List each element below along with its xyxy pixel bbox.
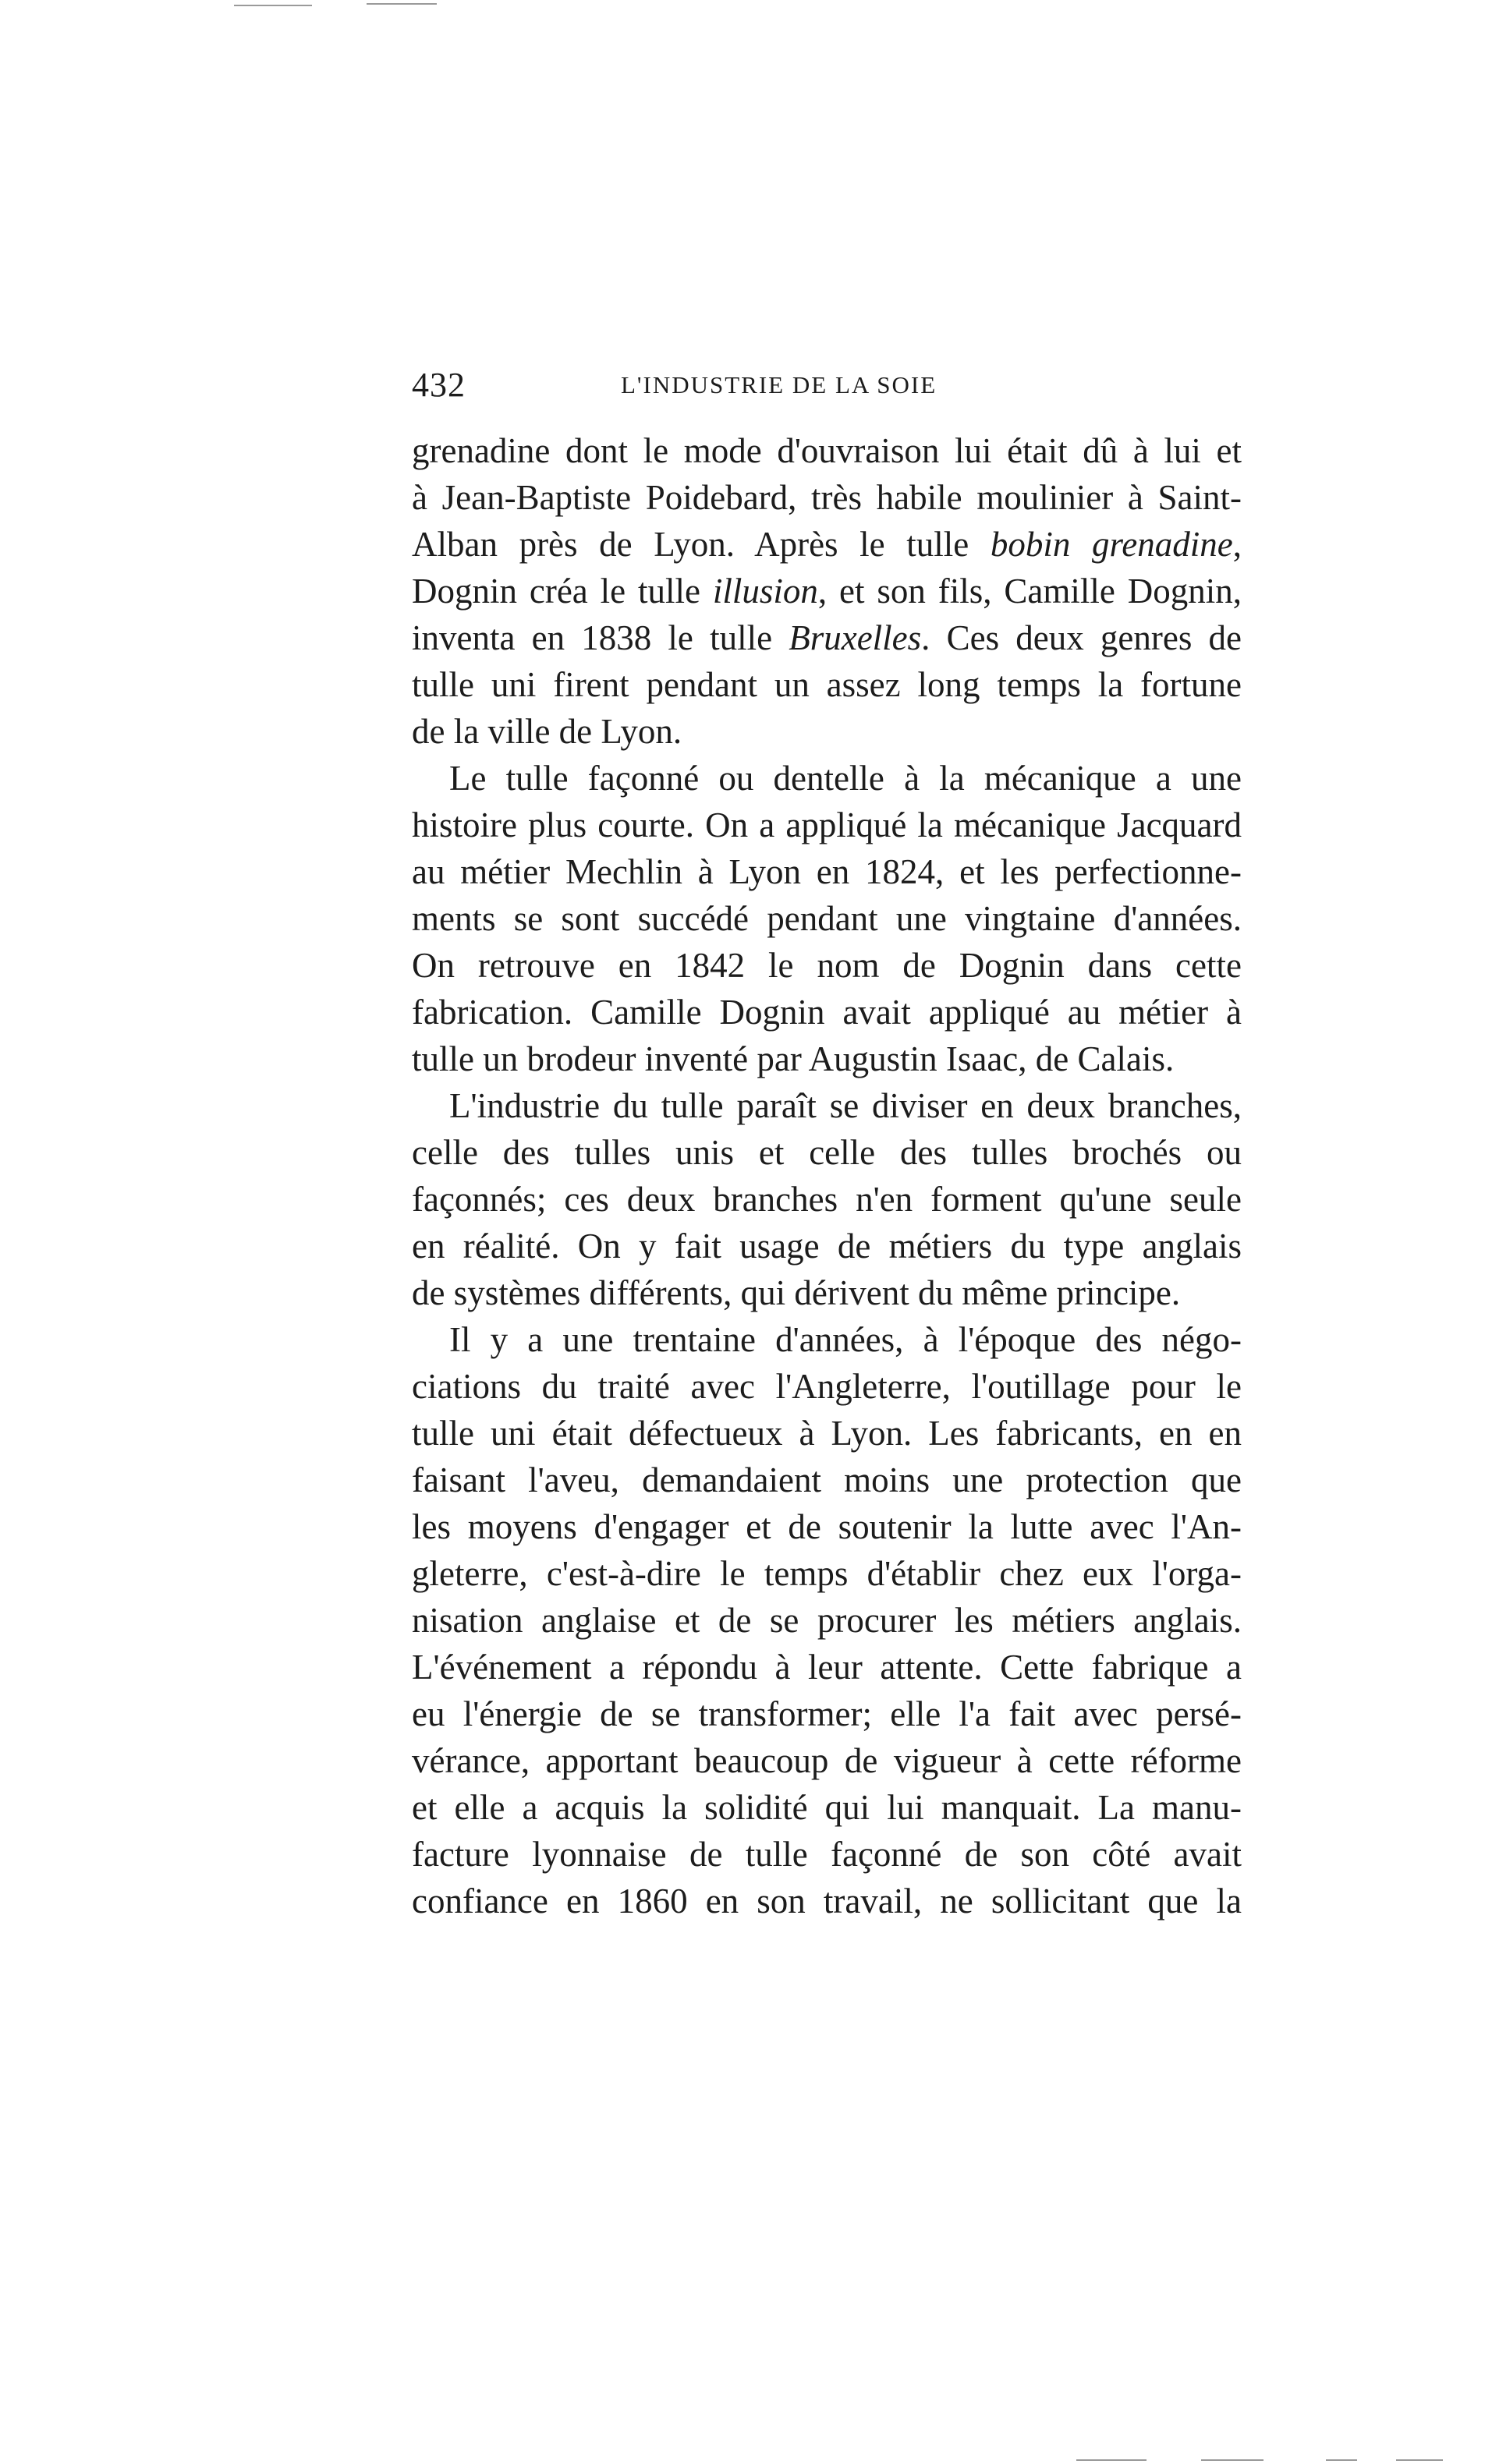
text-line [412, 1457, 1242, 1503]
scan-mark-bottom [1076, 2459, 1147, 2461]
italic-text: bobin grenadine [990, 525, 1233, 564]
italic-text: illusion [712, 572, 818, 611]
text-line [412, 1036, 1242, 1082]
text-line [412, 1223, 1242, 1269]
text-span: On retrouve en 1842 le nom de Dognin dans cette [412, 946, 1242, 985]
text-span: eu l'énergie de se transformer; elle l'a fait avec persé- [412, 1694, 1242, 1733]
text-span: , [1232, 525, 1242, 564]
running-title: L'INDUSTRIE DE LA SOIE [621, 371, 937, 398]
text-span: Dognin créa le tulle [412, 572, 713, 611]
text-line [412, 755, 1242, 802]
text-line [412, 989, 1242, 1036]
text-span: en réalité. On y fait usage de métiers du type anglais [412, 1227, 1242, 1266]
text-span: et elle a acquis la solidité qui lui manquait. La manu- [412, 1788, 1242, 1827]
text-span: Il y a une trentaine d'années, à l'époque des négo- [449, 1320, 1242, 1359]
text-span: ments se sont succédé pendant une vingtaine d'années. [412, 899, 1242, 938]
text-span: L'événement a répondu à leur attente. Cette fabrique a [412, 1648, 1242, 1687]
text-span: gleterre, c'est-à-dire le temps d'établir chez eux l'orga- [412, 1554, 1242, 1593]
text-line [412, 1082, 1242, 1129]
text-line [412, 521, 1242, 568]
text-span: confiance en 1860 en son travail, ne sollicitant que la [412, 1882, 1242, 1921]
text-span: faisant l'aveu, demandaient moins une protection que [412, 1460, 1242, 1499]
scan-mark-bottom [1396, 2459, 1443, 2461]
text-line [412, 1269, 1242, 1316]
text-span: . Ces deux genres de [921, 618, 1242, 657]
text-span: à Jean-Baptiste Poidebard, très habile moulinier à Saint- [412, 478, 1242, 517]
text-line [412, 848, 1242, 895]
text-line [412, 1737, 1242, 1784]
text-span: , et son fils, Camille Dognin, [817, 572, 1242, 611]
text-line [412, 1597, 1242, 1644]
text-span: tulle un brodeur inventé par Augustin Isaac, de Calais. [412, 1039, 1175, 1078]
text-line [412, 1410, 1242, 1457]
text-line [412, 661, 1242, 708]
scan-mark-bottom [1201, 2459, 1263, 2461]
text-line [412, 427, 1242, 474]
text-line [412, 568, 1242, 614]
text-span: L'industrie du tulle paraît se diviser en deux branches, [449, 1086, 1242, 1125]
text-span: nisation anglaise et de se procurer les métiers anglais. [412, 1601, 1242, 1640]
text-span: Le tulle façonné ou dentelle à la mécanique a une [449, 759, 1242, 798]
text-span: ciations du traité avec l'Angleterre, l'outillage pour le [412, 1367, 1242, 1406]
text-line [412, 1363, 1242, 1410]
text-span: Alban près de Lyon. Après le tulle [412, 525, 991, 564]
text-line [412, 802, 1242, 848]
text-line [412, 1644, 1242, 1690]
text-span: tulle uni était défectueux à Lyon. Les fabricants, en en [412, 1414, 1242, 1453]
scan-mark-top [234, 5, 312, 6]
text-line [412, 942, 1242, 989]
text-span: grenadine dont le mode d'ouvraison lui était dû à lui et [412, 431, 1242, 470]
text-line [412, 1316, 1242, 1363]
text-span: façonnés; ces deux branches n'en forment qu'une seule [412, 1180, 1242, 1219]
text-line [412, 474, 1242, 521]
text-line [412, 708, 1242, 755]
text-span: celle des tulles unis et celle des tulles brochés ou [412, 1133, 1242, 1172]
text-line [412, 895, 1242, 942]
text-line [412, 1831, 1242, 1878]
text-span: de systèmes différents, qui dérivent du même principe. [412, 1273, 1181, 1312]
text-span: facture lyonnaise de tulle façonné de son côté avait [412, 1835, 1242, 1874]
text-line [412, 614, 1242, 661]
text-line [412, 1878, 1242, 1924]
scan-mark-top [367, 3, 437, 5]
running-head [412, 365, 1242, 412]
text-line [412, 1503, 1242, 1550]
scan-mark-bottom [1326, 2459, 1357, 2461]
text-line [412, 1550, 1242, 1597]
italic-text: Bruxelles [789, 618, 922, 657]
body-text [412, 427, 1242, 1924]
text-line [412, 1784, 1242, 1831]
text-span: fabrication. Camille Dognin avait appliqué au métier à [412, 993, 1242, 1032]
text-line [412, 1176, 1242, 1223]
text-span: inventa en 1838 le tulle [412, 618, 789, 657]
text-span: tulle uni firent pendant un assez long temps la fortune [412, 665, 1242, 704]
text-span: vérance, apportant beaucoup de vigueur à cette réforme [412, 1741, 1242, 1780]
text-line [412, 1690, 1242, 1737]
text-span: de la ville de Lyon. [412, 712, 682, 751]
text-line [412, 1129, 1242, 1176]
text-span: au métier Mechlin à Lyon en 1824, et les perfectionne- [412, 852, 1242, 891]
text-span: les moyens d'engager et de soutenir la lutte avec l'An- [412, 1507, 1242, 1546]
page-number: 432 [412, 366, 466, 404]
text-span: histoire plus courte. On a appliqué la mécanique Jacquard [412, 805, 1242, 844]
